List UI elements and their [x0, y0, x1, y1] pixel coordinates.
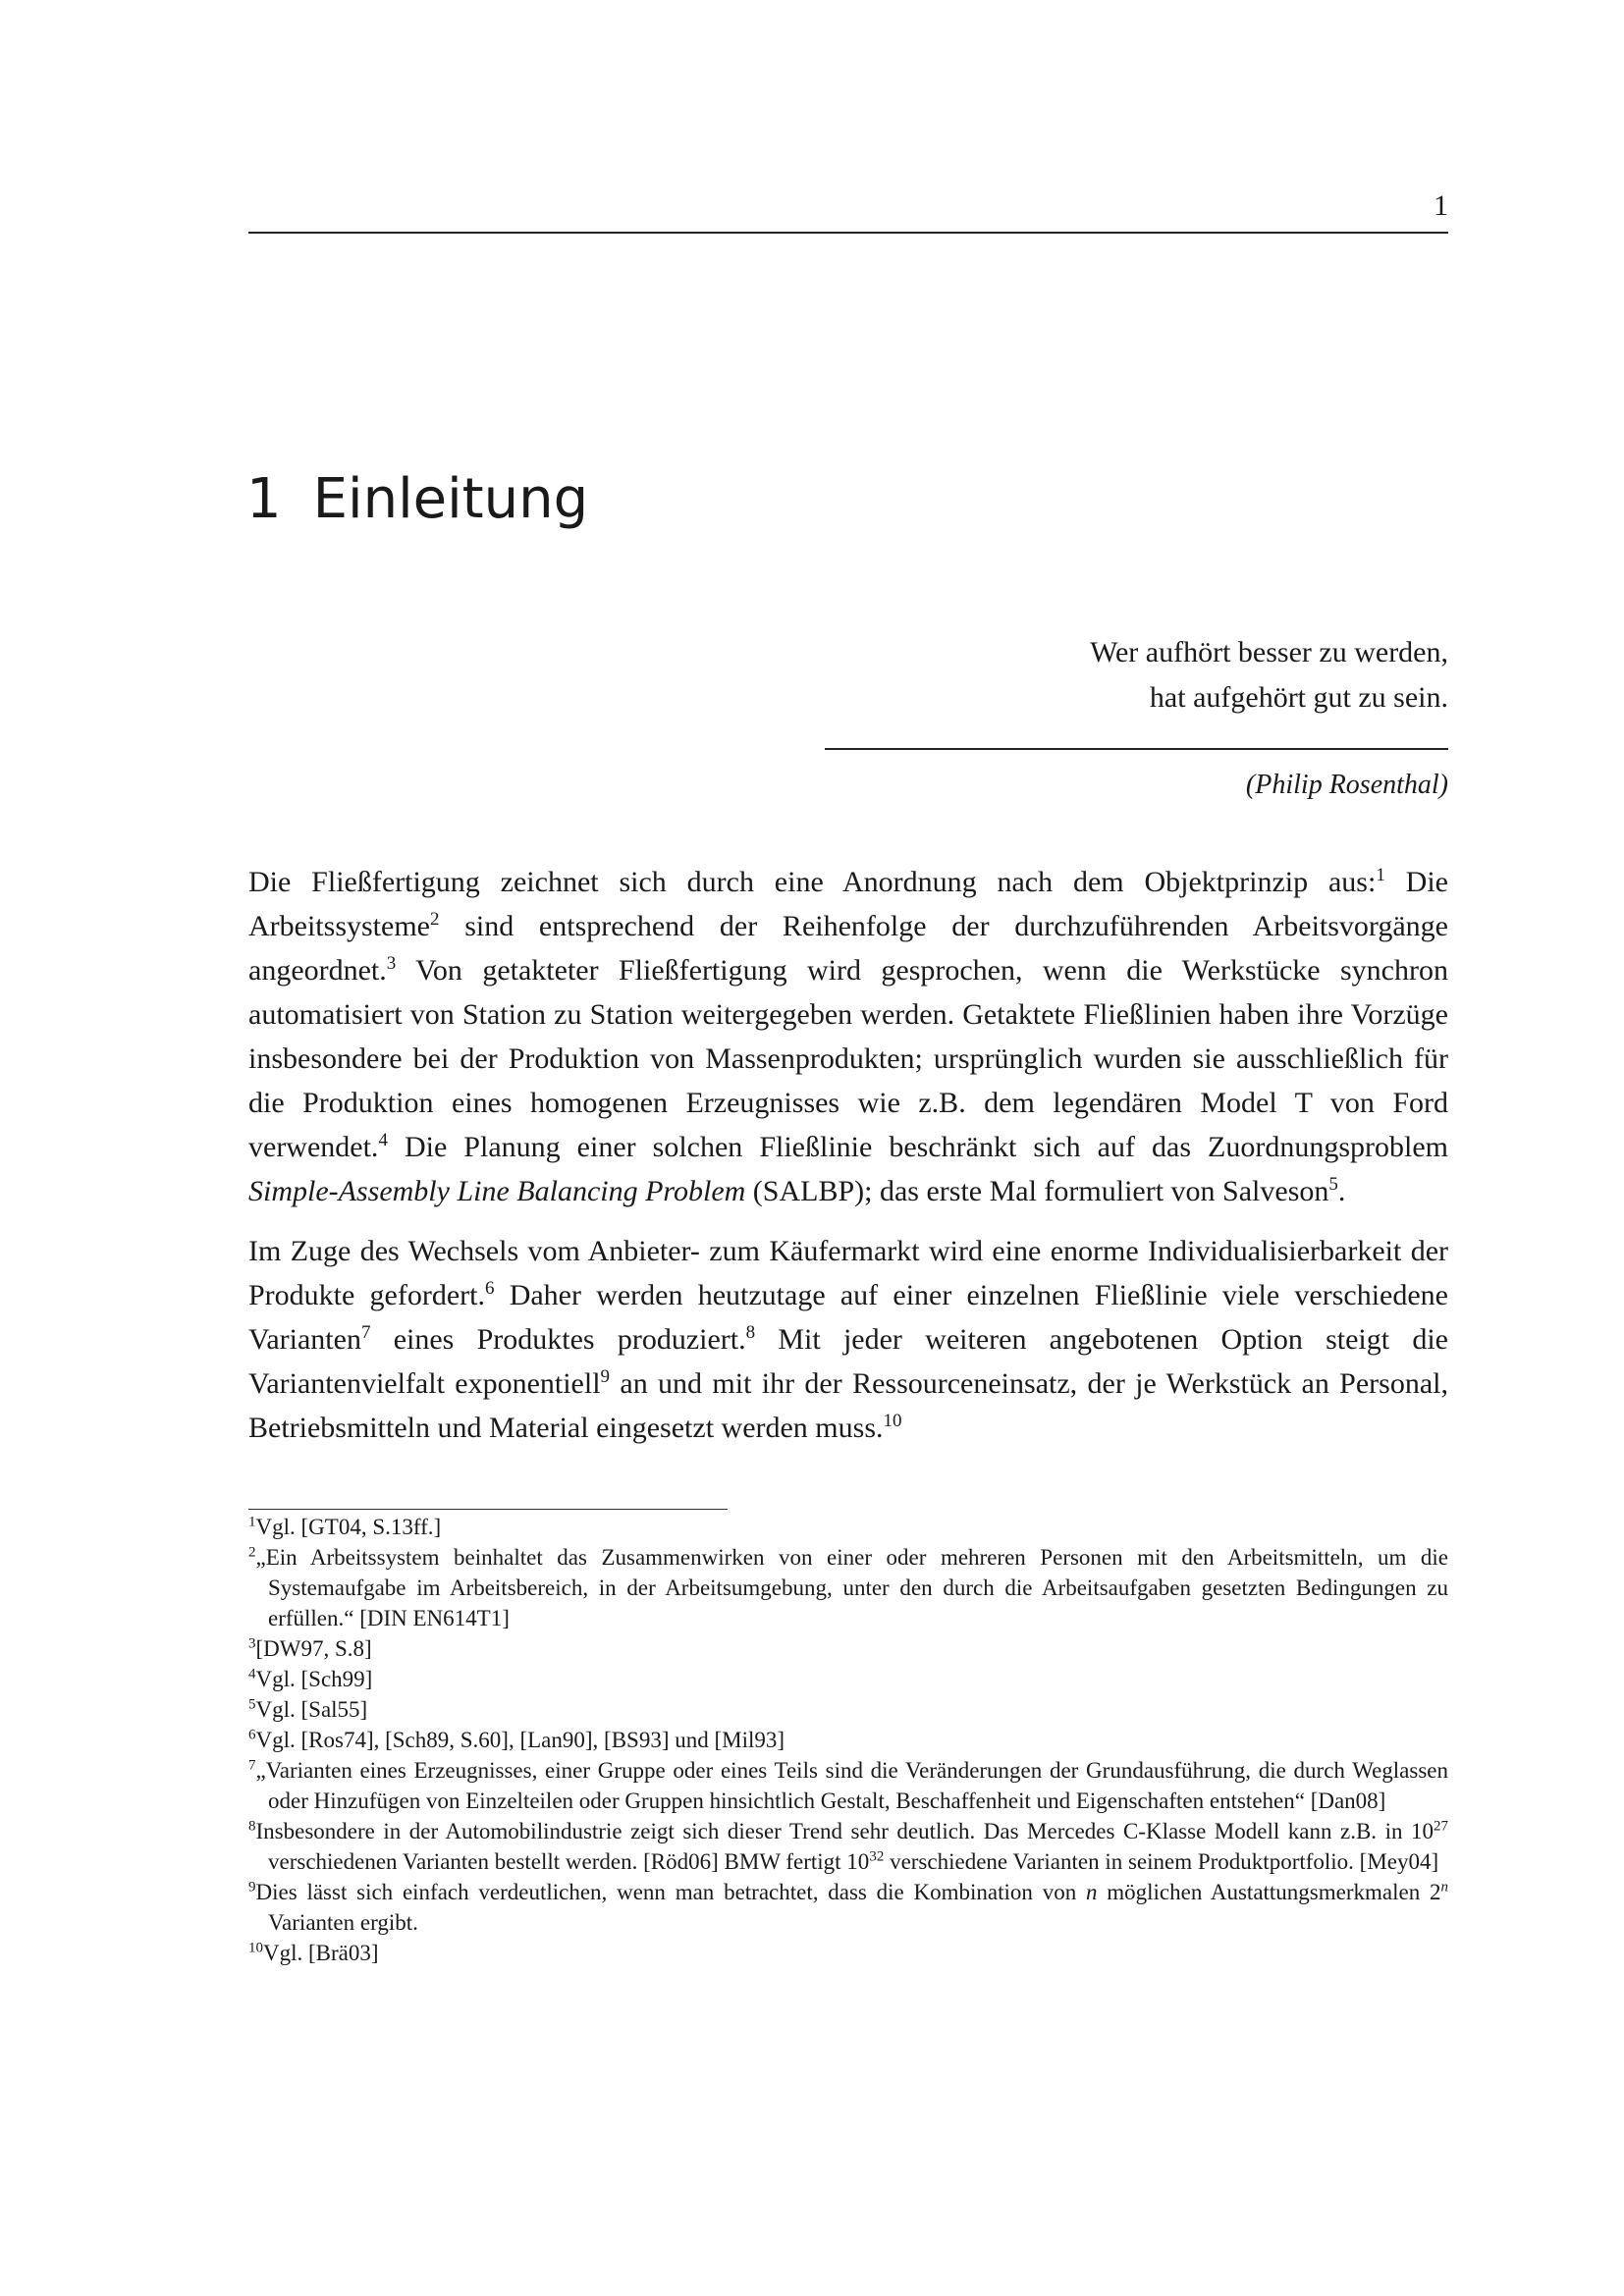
footnote-text: Vgl. [Ros74], [Sch89, S.60], [Lan90], [BS93] und [Mil93] — [255, 1728, 785, 1752]
footnote-mark: 9 — [248, 1879, 256, 1896]
text-run: . — [1337, 1175, 1346, 1207]
footnote-rule — [248, 1509, 728, 1510]
footnote-8 — [248, 1816, 1448, 1877]
footnote-ref[interactable]: 8 — [745, 1322, 756, 1343]
footnote-ref[interactable]: 4 — [378, 1130, 388, 1150]
footnote-ref[interactable]: 2 — [429, 909, 440, 930]
epigraph-source: (Philip Rosenthal) — [1245, 770, 1448, 800]
exponent — [1441, 1879, 1449, 1895]
chapter-title-text: Einleitung — [312, 467, 589, 531]
footnote-text: „Ein Arbeitssystem beinhaltet das Zusammenwirken von einer oder mehreren Personen mit den Arbeitsmitteln, um die Systemaufgabe im Arbeitsbereich, in der Arbeitsumgebung, unter den durch die Arbeitsaufgaben gesetzten Bedingungen zu erfüllen.“ [DIN EN614T1] — [255, 1545, 1448, 1630]
footnote-mark: 4 — [248, 1666, 256, 1682]
epigraph — [825, 630, 1448, 721]
footnote-ref[interactable]: 5 — [1328, 1174, 1338, 1195]
chapter-title — [246, 465, 588, 534]
footnote-text: Dies lässt sich einfach verdeutlichen, wenn man betrachtet, dass die Kombination von — [255, 1880, 1086, 1904]
exponent: 32 — [869, 1848, 885, 1865]
footnote-text: Vgl. [GT04, S.13ff.] — [255, 1515, 442, 1539]
header-rule — [248, 232, 1448, 234]
text-run: an und mit ihr der Ressourceneinsatz, der je Werkstück an Personal, Betriebsmitteln und Material eingesetzt werden muss. — [248, 1367, 1448, 1444]
footnote-text: verschiedenen Varianten bestellt werden. [Röd06] BMW fertigt 10 — [268, 1849, 870, 1874]
footnote-6 — [248, 1725, 1448, 1755]
italic-term: Simple-Assembly Line Balancing Problem — [248, 1175, 746, 1207]
footnote-mark: 6 — [248, 1727, 256, 1743]
text-run: eines Produktes produziert. — [370, 1323, 746, 1356]
footnote-ref[interactable]: 6 — [484, 1278, 495, 1299]
footnote-ref[interactable]: 3 — [386, 953, 397, 974]
footnote-2 — [248, 1542, 1448, 1633]
footnote-mark: 5 — [248, 1696, 256, 1713]
text-run: (SALBP); das erste Mal formuliert von Salveson — [745, 1175, 1329, 1207]
footnote-text: Insbesondere in der Automobilindustrie zeigt sich dieser Trend sehr deutlich. Das Mercedes C-Klasse Modell kann z.B. in 10 — [255, 1819, 1434, 1843]
footnote-mark: 7 — [248, 1757, 256, 1774]
epigraph-line: hat aufgehört gut zu sein. — [1149, 681, 1448, 714]
footnote-3 — [248, 1633, 1448, 1664]
footnote-text: Vgl. [Brä03] — [263, 1941, 379, 1965]
footnote-mark: 10 — [248, 1940, 263, 1956]
footnote-ref[interactable]: 1 — [1376, 865, 1385, 885]
epigraph-rule — [825, 748, 1448, 750]
footnote-mark: 1 — [248, 1514, 256, 1530]
footnotes — [248, 1512, 1448, 1968]
text-run: Die Arbeitssysteme — [248, 866, 1448, 942]
text-run: Die Planung einer solchen Fließlinie beschränkt sich auf das Zuordnungsproblem — [387, 1131, 1448, 1163]
footnote-text: Vgl. [Sch99] — [255, 1667, 373, 1691]
text-run: Mit jeder weiteren angebotenen Option steigt die Variantenvielfalt exponentiell — [248, 1323, 1449, 1400]
text-run: Von getakteter Fließfertigung wird gesprochen, wenn die Werkstücke synchron automatisiert von Station zu Station weitergegeben werden. Getaktete Fließlinien haben ihre Vorzüge insbesondere bei der Produktion von Massenprodukten; ursprünglich wurden sie ausschließlich für die Produktion eines homogenen Erzeugnisses wie z.B. dem legendären Model T von Ford verwendet. — [248, 954, 1448, 1163]
exponent: 27 — [1434, 1818, 1448, 1835]
footnote-text: Varianten ergibt. — [268, 1910, 418, 1935]
footnote-10 — [248, 1938, 1448, 1968]
footnote-mark: 3 — [248, 1635, 256, 1652]
footnote-ref[interactable]: 10 — [883, 1411, 902, 1431]
page-number: 1 — [1434, 189, 1448, 222]
footnote-text: möglichen Austattungsmerkmalen 2 — [1097, 1880, 1441, 1904]
footnote-4 — [248, 1664, 1448, 1694]
paragraph-1 — [248, 860, 1448, 1213]
footnote-text: „Varianten eines Erzeugnisses, einer Gruppe oder eines Teils sind die Veränderungen der Grundausführung, die durch Weglassen oder Hinzufügen von Einzelteilen oder Gruppen hinsichtlich Gestalt, Beschaffenheit und Eigenschaften entstehen“ [Dan08] — [255, 1758, 1448, 1813]
paragraph-2 — [248, 1229, 1448, 1450]
footnote-ref[interactable]: 7 — [360, 1322, 371, 1343]
footnote-mark: 2 — [248, 1544, 256, 1561]
math-variable: n — [1085, 1880, 1098, 1904]
text-run: Daher werden heutzutage auf einer einzelnen Fließlinie viele verschiedene Varianten — [248, 1279, 1448, 1356]
math-variable: n — [1440, 1879, 1448, 1896]
epigraph-line: Wer aufhört besser zu werden, — [1090, 636, 1448, 668]
footnote-ref[interactable]: 9 — [600, 1366, 611, 1387]
footnote-text: Vgl. [Sal55] — [255, 1697, 368, 1722]
footnote-9 — [248, 1877, 1448, 1938]
footnote-5 — [248, 1694, 1448, 1725]
footnote-text: verschiedene Varianten in seinem Produktportfolio. [Mey04] — [884, 1849, 1439, 1874]
footnote-text: [DW97, S.8] — [255, 1636, 372, 1661]
text-run: Im Zuge des Wechsels vom Anbieter- zum Käufermarkt wird eine enorme Individualisierbarkeit der Produkte gefordert. — [248, 1235, 1448, 1311]
text-run: Die Fließfertigung zeichnet sich durch eine Anordnung nach dem Objektprinzip aus: — [248, 866, 1377, 898]
footnote-7 — [248, 1755, 1448, 1816]
chapter-number: 1 — [246, 467, 282, 531]
footnote-mark: 8 — [248, 1818, 256, 1835]
footnote-1 — [248, 1512, 1448, 1542]
text-run: sind entsprechend der Reihenfolge der durchzuführenden Arbeitsvorgänge angeordnet. — [248, 910, 1448, 987]
body-text — [248, 860, 1448, 1466]
